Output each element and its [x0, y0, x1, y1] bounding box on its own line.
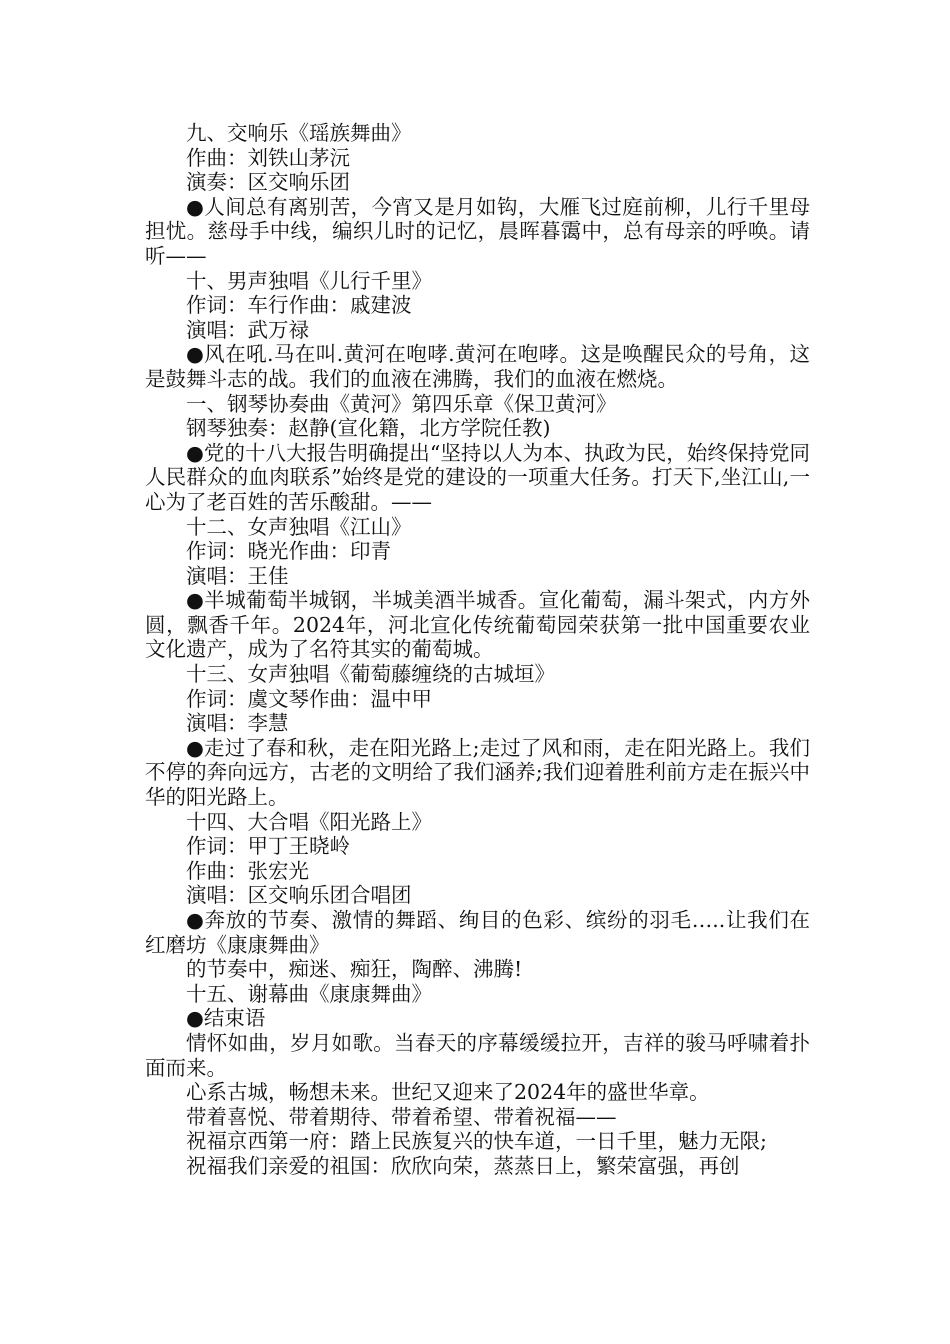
narration-paragraph: 的节奏中，痴迷、痴狂，陶醉、沸腾! — [186, 957, 523, 982]
program-item-title: 十、男声独唱《儿行千里》 — [186, 268, 432, 293]
composer-credit: 作曲：刘铁山茅沅 — [186, 145, 350, 170]
program-item-title: 一、钢琴协奏曲《黄河》第四乐章《保卫黄河》 — [186, 391, 617, 416]
performer-credit: 演唱：区交响乐团合唱团 — [186, 883, 412, 908]
performer-credit: 演奏：区交响乐团 — [186, 170, 350, 195]
lyricist-composer-credit: 作词：车行作曲：戚建波 — [186, 293, 412, 318]
program-item-title: 九、交响乐《瑶族舞曲》 — [186, 121, 412, 145]
lyricist-composer-credit: 作词：晓光作曲：印青 — [186, 539, 391, 564]
program-item-title: 十三、女声独唱《葡萄藤缠绕的古城垣》 — [186, 662, 555, 687]
program-item-title: 十四、大合唱《阳光路上》 — [186, 809, 432, 834]
closing-paragraph: 带着喜悦、带着期待、带着希望、带着祝福—— — [186, 1104, 617, 1129]
narration-paragraph: ●半城葡萄半城钢，半城美酒半城香。宣化葡萄，漏斗架式，内方外圆，飘香千年。2024年，河北宣化传统葡萄园荣获第一批中国重要农业文化遗产，成为了名符其实的葡萄城。 — [145, 588, 810, 662]
document-body — [145, 121, 810, 1179]
narration-paragraph: ●党的十八大报告明确提出“坚持以人为本、执政为民，始终保持党同人民群众的血肉联系”始终是党的建设的一项重大任务。打天下,坐江山,一心为了老百姓的苦乐酸甜。—— — [145, 440, 810, 514]
narration-paragraph: ●走过了春和秋，走在阳光路上;走过了风和雨，走在阳光路上。我们不停的奔向远方，古老的文明给了我们涵养;我们迎着胜利前方走在振兴中华的阳光路上。 — [145, 735, 810, 810]
section-heading: ●结束语 — [186, 1006, 266, 1031]
performer-credit: 演唱：王佳 — [186, 563, 289, 588]
program-item-title: 十二、女声独唱《江山》 — [186, 514, 412, 539]
closing-paragraph: 心系古城，畅想未来。世纪又迎来了2024年的盛世华章。 — [186, 1080, 710, 1105]
closing-paragraph: 祝福我们亲爱的祖国：欣欣向荣，蒸蒸日上，繁荣富强，再创 — [186, 1153, 740, 1178]
narration-paragraph: ●奔放的节奏、激情的舞蹈、绚目的色彩、缤纷的羽毛…..让我们在红磨坊《康康舞曲》 — [145, 908, 810, 957]
performer-credit: 演唱：武万禄 — [186, 317, 309, 342]
lyricist-composer-credit: 作词：虞文琴作曲：温中甲 — [186, 686, 432, 711]
narration-paragraph: ●风在吼.马在叫.黄河在咆哮.黄河在咆哮。这是唤醒民众的号角，这是鼓舞斗志的战。我们的血液在沸腾，我们的血液在燃烧。 — [145, 342, 810, 391]
program-item-title: 十五、谢幕曲《康康舞曲》 — [186, 981, 432, 1006]
performer-credit: 钢琴独奏：赵静(宣化籍，北方学院任教) — [186, 416, 551, 441]
narration-paragraph: ●人间总有离别苦，今宵又是月如钩，大雁飞过庭前柳，儿行千里母担忧。慈母手中线，编织儿时的记忆，晨晖暮霭中，总有母亲的呼唤。请听—— — [145, 194, 810, 268]
performer-credit: 演唱：李慧 — [186, 711, 289, 736]
lyricist-credit: 作词：甲丁王晓岭 — [186, 834, 350, 859]
closing-paragraph: 情怀如曲，岁月如歌。当春天的序幕缓缓拉开，吉祥的骏马呼啸着扑面而来。 — [145, 1030, 810, 1080]
closing-paragraph: 祝福京西第一府：踏上民族复兴的快车道，一日千里，魅力无限; — [186, 1129, 767, 1154]
composer-credit: 作曲：张宏光 — [186, 858, 309, 883]
